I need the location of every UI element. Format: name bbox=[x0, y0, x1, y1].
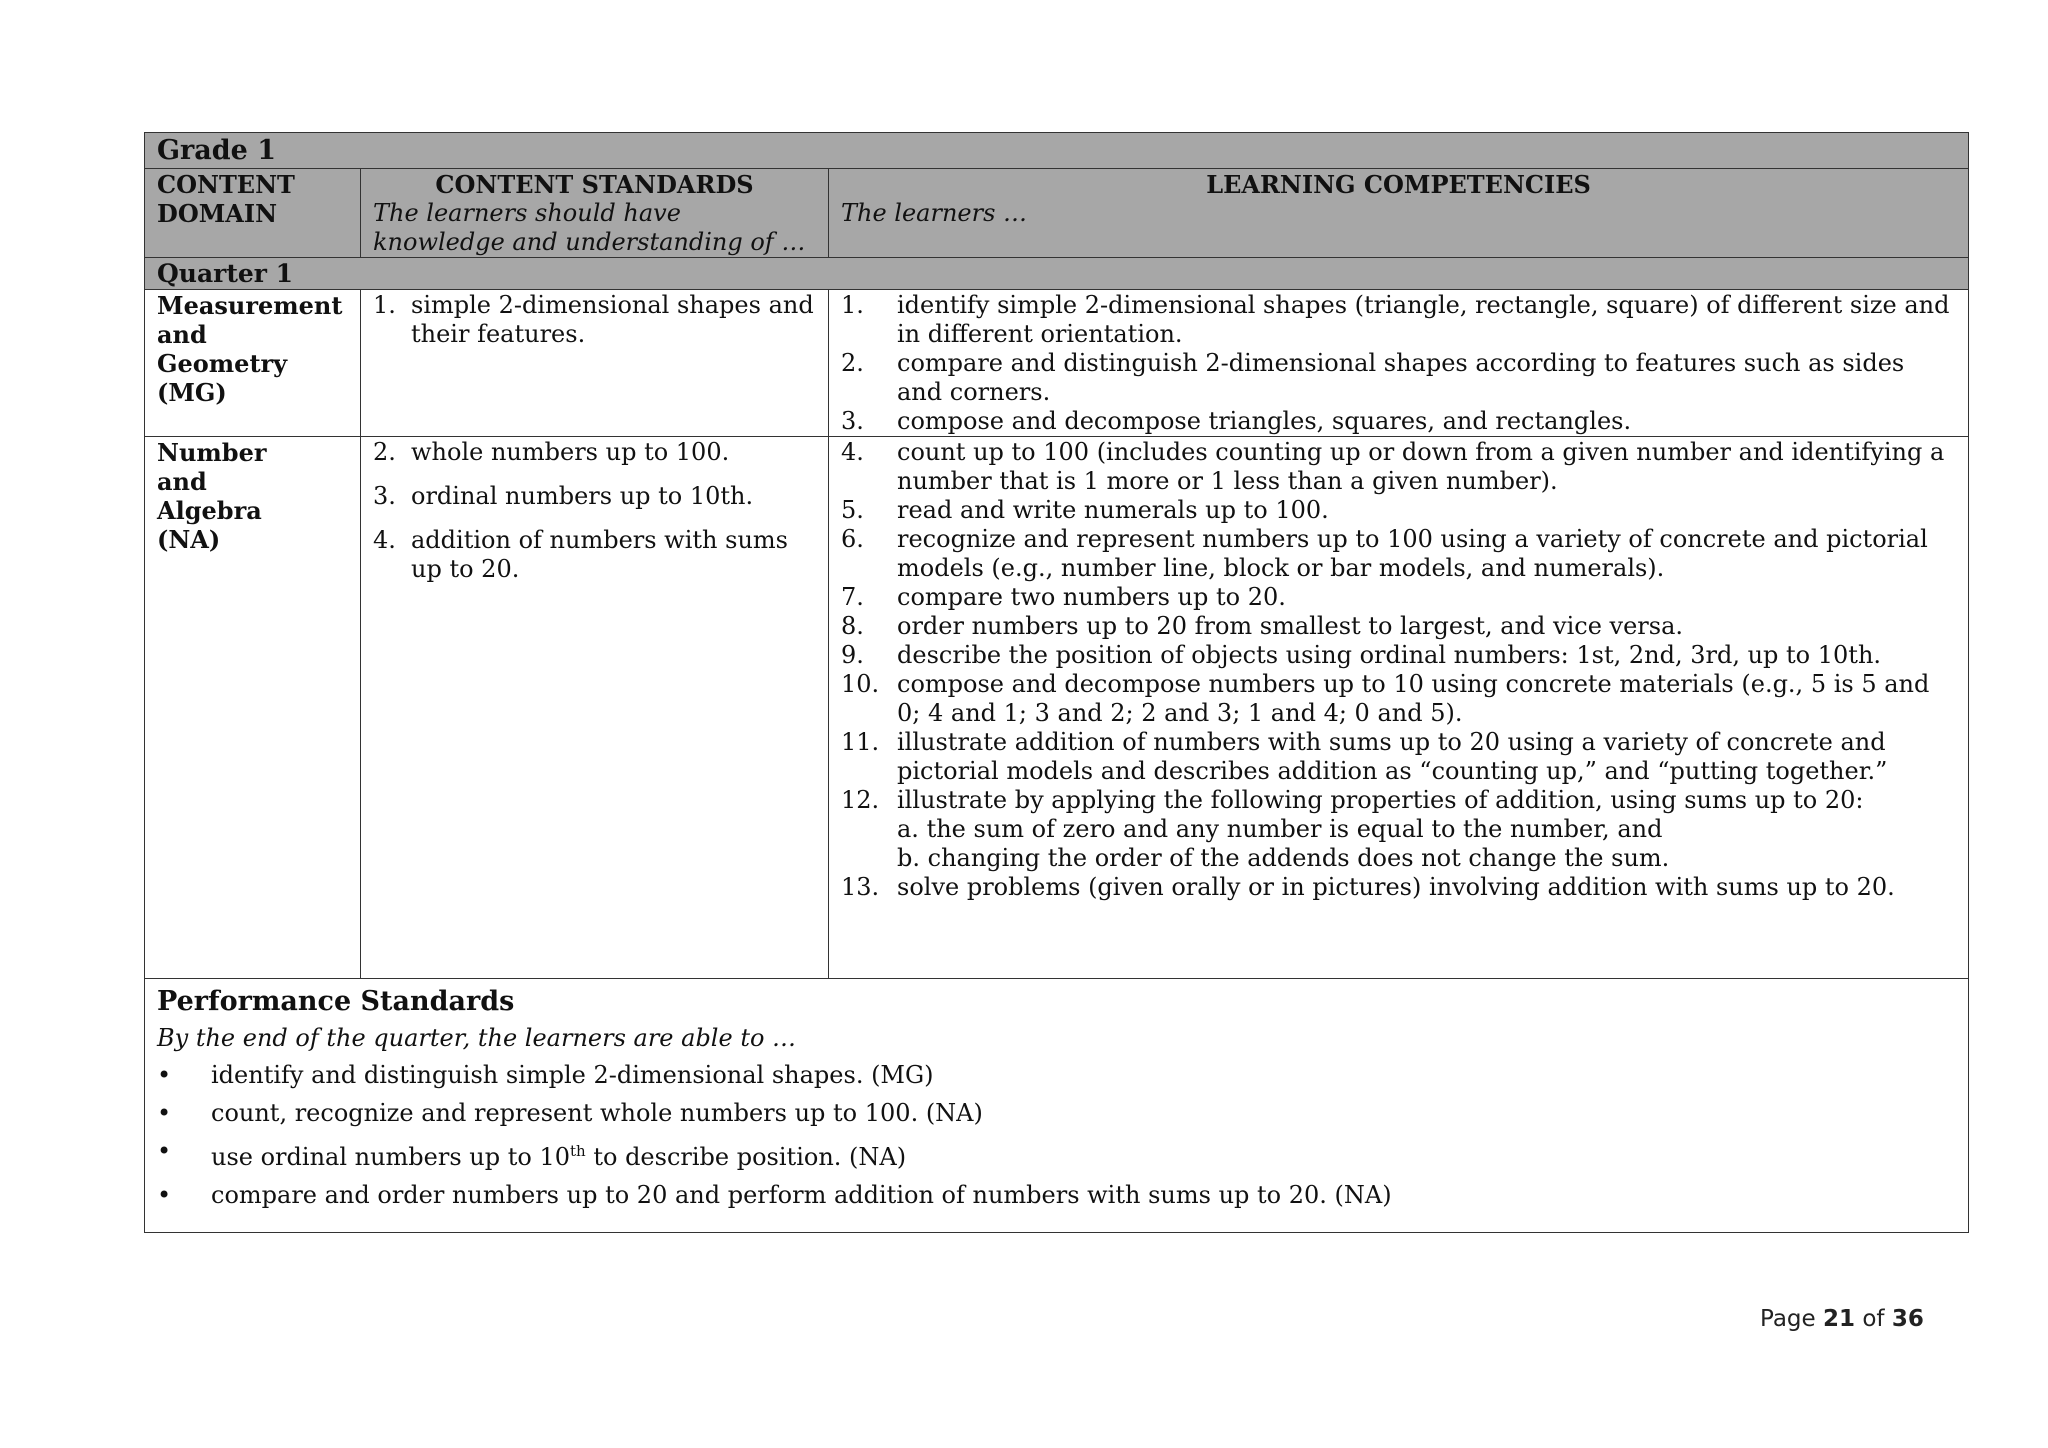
competencies-mg-list bbox=[841, 291, 1956, 436]
list-item bbox=[841, 786, 1956, 873]
standards-header-title: CONTENT STANDARDS bbox=[435, 170, 754, 199]
standards-mg bbox=[361, 290, 829, 437]
bullet-icon: • bbox=[157, 1061, 172, 1089]
list-item bbox=[841, 583, 1956, 612]
item-number: 1. bbox=[841, 291, 864, 319]
ordinal-suffix: th bbox=[570, 1142, 586, 1160]
bullet-icon: • bbox=[157, 1099, 172, 1127]
item-text-before: use ordinal numbers up to 10 bbox=[211, 1143, 571, 1171]
domain-na-line: and bbox=[157, 467, 207, 496]
list-item bbox=[841, 873, 1956, 902]
item-number: 4. bbox=[841, 438, 864, 466]
page-footer bbox=[1760, 1306, 1924, 1332]
competencies-header-title: LEARNING COMPETENCIES bbox=[1206, 170, 1591, 199]
list-item bbox=[157, 1056, 1956, 1094]
domain-mg bbox=[145, 290, 361, 437]
content-standards-header bbox=[361, 169, 829, 258]
standards-header-sub: The learners should have knowledge and understanding of … bbox=[373, 199, 806, 256]
item-text: addition of numbers with sums up to 20. bbox=[411, 526, 788, 583]
item-text: solve problems (given orally or in pictures) involving addition with sums up to 20. bbox=[897, 873, 1895, 901]
performance-intro: By the end of the quarter, the learners are able to … bbox=[157, 1024, 797, 1052]
item-text: compare two numbers up to 20. bbox=[897, 583, 1286, 611]
list-item bbox=[157, 1176, 1956, 1214]
domain-header-line2: DOMAIN bbox=[157, 199, 278, 228]
list-item bbox=[841, 728, 1956, 786]
of-word: of bbox=[1862, 1306, 1885, 1332]
domain-na-line: (NA) bbox=[157, 525, 221, 554]
item-text: describe the position of objects using ordinal numbers: 1st, 2nd, 3rd, up to 10th. bbox=[897, 641, 1882, 669]
list-item bbox=[841, 407, 1956, 436]
item-text: order numbers up to 20 from smallest to largest, and vice versa. bbox=[897, 612, 1684, 640]
domain-mg-line: Measurement bbox=[157, 291, 343, 320]
item-text: ordinal numbers up to 10th. bbox=[411, 482, 754, 510]
item-number: 9. bbox=[841, 641, 864, 669]
list-item bbox=[841, 496, 1956, 525]
item-text: recognize and represent numbers up to 100 using a variety of concrete and pictorial models (e.g., number line, block or bar models, and numerals). bbox=[897, 525, 1928, 582]
page-total: 36 bbox=[1891, 1306, 1924, 1332]
domain-na-line: Number bbox=[157, 438, 267, 467]
list-item bbox=[373, 438, 816, 467]
list-item bbox=[841, 438, 1956, 496]
list-item bbox=[841, 641, 1956, 670]
performance-list bbox=[157, 1056, 1956, 1214]
standards-na-list bbox=[373, 438, 816, 584]
item-number: 4. bbox=[373, 526, 396, 554]
list-item bbox=[157, 1094, 1956, 1132]
item-number: 6. bbox=[841, 525, 864, 553]
standards-na bbox=[361, 437, 829, 979]
item-number: 7. bbox=[841, 583, 864, 611]
item-number: 13. bbox=[841, 873, 880, 901]
list-item bbox=[373, 526, 816, 584]
quarter-row bbox=[145, 258, 1969, 290]
mg-row bbox=[145, 290, 1969, 437]
list-item bbox=[841, 612, 1956, 641]
item-text: read and write numerals up to 100. bbox=[897, 496, 1329, 524]
item-text: illustrate addition of numbers with sums up to 20 using a variety of concrete and pictorial models and describes addition as “counting up,” and “putting together.” bbox=[897, 728, 1888, 785]
item-text: compare and order numbers up to 20 and perform addition of numbers with sums up to 20. (NA) bbox=[211, 1181, 1392, 1209]
item-text: compare and distinguish 2-dimensional shapes according to features such as sides and corners. bbox=[897, 349, 1905, 406]
bullet-icon: • bbox=[157, 1181, 172, 1209]
item-text: illustrate by applying the following properties of addition, using sums up to 20: bbox=[897, 786, 1864, 814]
list-item bbox=[841, 670, 1956, 728]
item-number: 11. bbox=[841, 728, 880, 756]
item-number: 10. bbox=[841, 670, 880, 698]
item-number: 1. bbox=[373, 291, 396, 319]
list-item bbox=[841, 349, 1956, 407]
item-text: compose and decompose triangles, squares, and rectangles. bbox=[897, 407, 1632, 435]
list-item bbox=[373, 482, 816, 511]
competencies-na-list bbox=[841, 438, 1956, 902]
item-text: identify simple 2-dimensional shapes (triangle, rectangle, square) of different size and in different orientation. bbox=[897, 291, 1950, 348]
item-text: count up to 100 (includes counting up or down from a given number and identifying a number that is 1 more or 1 less than a given number). bbox=[897, 438, 1945, 495]
domain-mg-line: and bbox=[157, 320, 207, 349]
competencies-mg bbox=[829, 290, 1969, 437]
performance-standards bbox=[145, 979, 1969, 1233]
content-domain-header bbox=[145, 169, 361, 258]
grade-row bbox=[145, 133, 1969, 169]
item-text: whole numbers up to 100. bbox=[411, 438, 730, 466]
item-number: 8. bbox=[841, 612, 864, 640]
learning-competencies-header bbox=[829, 169, 1969, 258]
item-number: 2. bbox=[373, 438, 396, 466]
page-number: 21 bbox=[1823, 1306, 1856, 1332]
list-item bbox=[841, 525, 1956, 583]
item-text-block bbox=[897, 786, 1956, 873]
list-item bbox=[157, 1132, 1956, 1176]
page-word: Page bbox=[1760, 1306, 1816, 1332]
domain-mg-line: Geometry bbox=[157, 349, 288, 378]
standards-mg-list bbox=[373, 291, 816, 349]
item-number: 2. bbox=[841, 349, 864, 377]
domain-na bbox=[145, 437, 361, 979]
quarter-title: Quarter 1 bbox=[145, 258, 1969, 290]
item-subpoint-b: b. changing the order of the addends does not change the sum. bbox=[897, 844, 1670, 872]
competencies-na bbox=[829, 437, 1969, 979]
list-item bbox=[841, 291, 1956, 349]
domain-header-line1: CONTENT bbox=[157, 170, 295, 199]
item-text bbox=[211, 1132, 906, 1176]
item-subpoint-a: a. the sum of zero and any number is equal to the number, and bbox=[897, 815, 1663, 843]
item-text: count, recognize and represent whole numbers up to 100. (NA) bbox=[211, 1099, 983, 1127]
curriculum-table bbox=[144, 132, 1969, 1233]
item-text: simple 2-dimensional shapes and their features. bbox=[411, 291, 814, 348]
competencies-header-sub: The learners … bbox=[841, 199, 1028, 227]
domain-mg-line: (MG) bbox=[157, 378, 227, 407]
item-number: 3. bbox=[841, 407, 864, 435]
performance-row bbox=[145, 979, 1969, 1233]
item-number: 3. bbox=[373, 482, 396, 510]
item-text: identify and distinguish simple 2-dimensional shapes. (MG) bbox=[211, 1061, 934, 1089]
performance-title: Performance Standards bbox=[157, 986, 515, 1017]
bullet-icon: • bbox=[157, 1137, 172, 1165]
header-row bbox=[145, 169, 1969, 258]
item-text: compose and decompose numbers up to 10 using concrete materials (e.g., 5 is 5 and 0; 4 and 1; 3 and 2; 2 and 3; 1 and 4; 0 and 5). bbox=[897, 670, 1930, 727]
item-number: 12. bbox=[841, 786, 880, 814]
domain-na-line: Algebra bbox=[157, 496, 262, 525]
list-item bbox=[373, 291, 816, 349]
na-row bbox=[145, 437, 1969, 979]
item-text-after: to describe position. (NA) bbox=[585, 1143, 907, 1171]
grade-title: Grade 1 bbox=[145, 133, 1969, 169]
item-number: 5. bbox=[841, 496, 864, 524]
